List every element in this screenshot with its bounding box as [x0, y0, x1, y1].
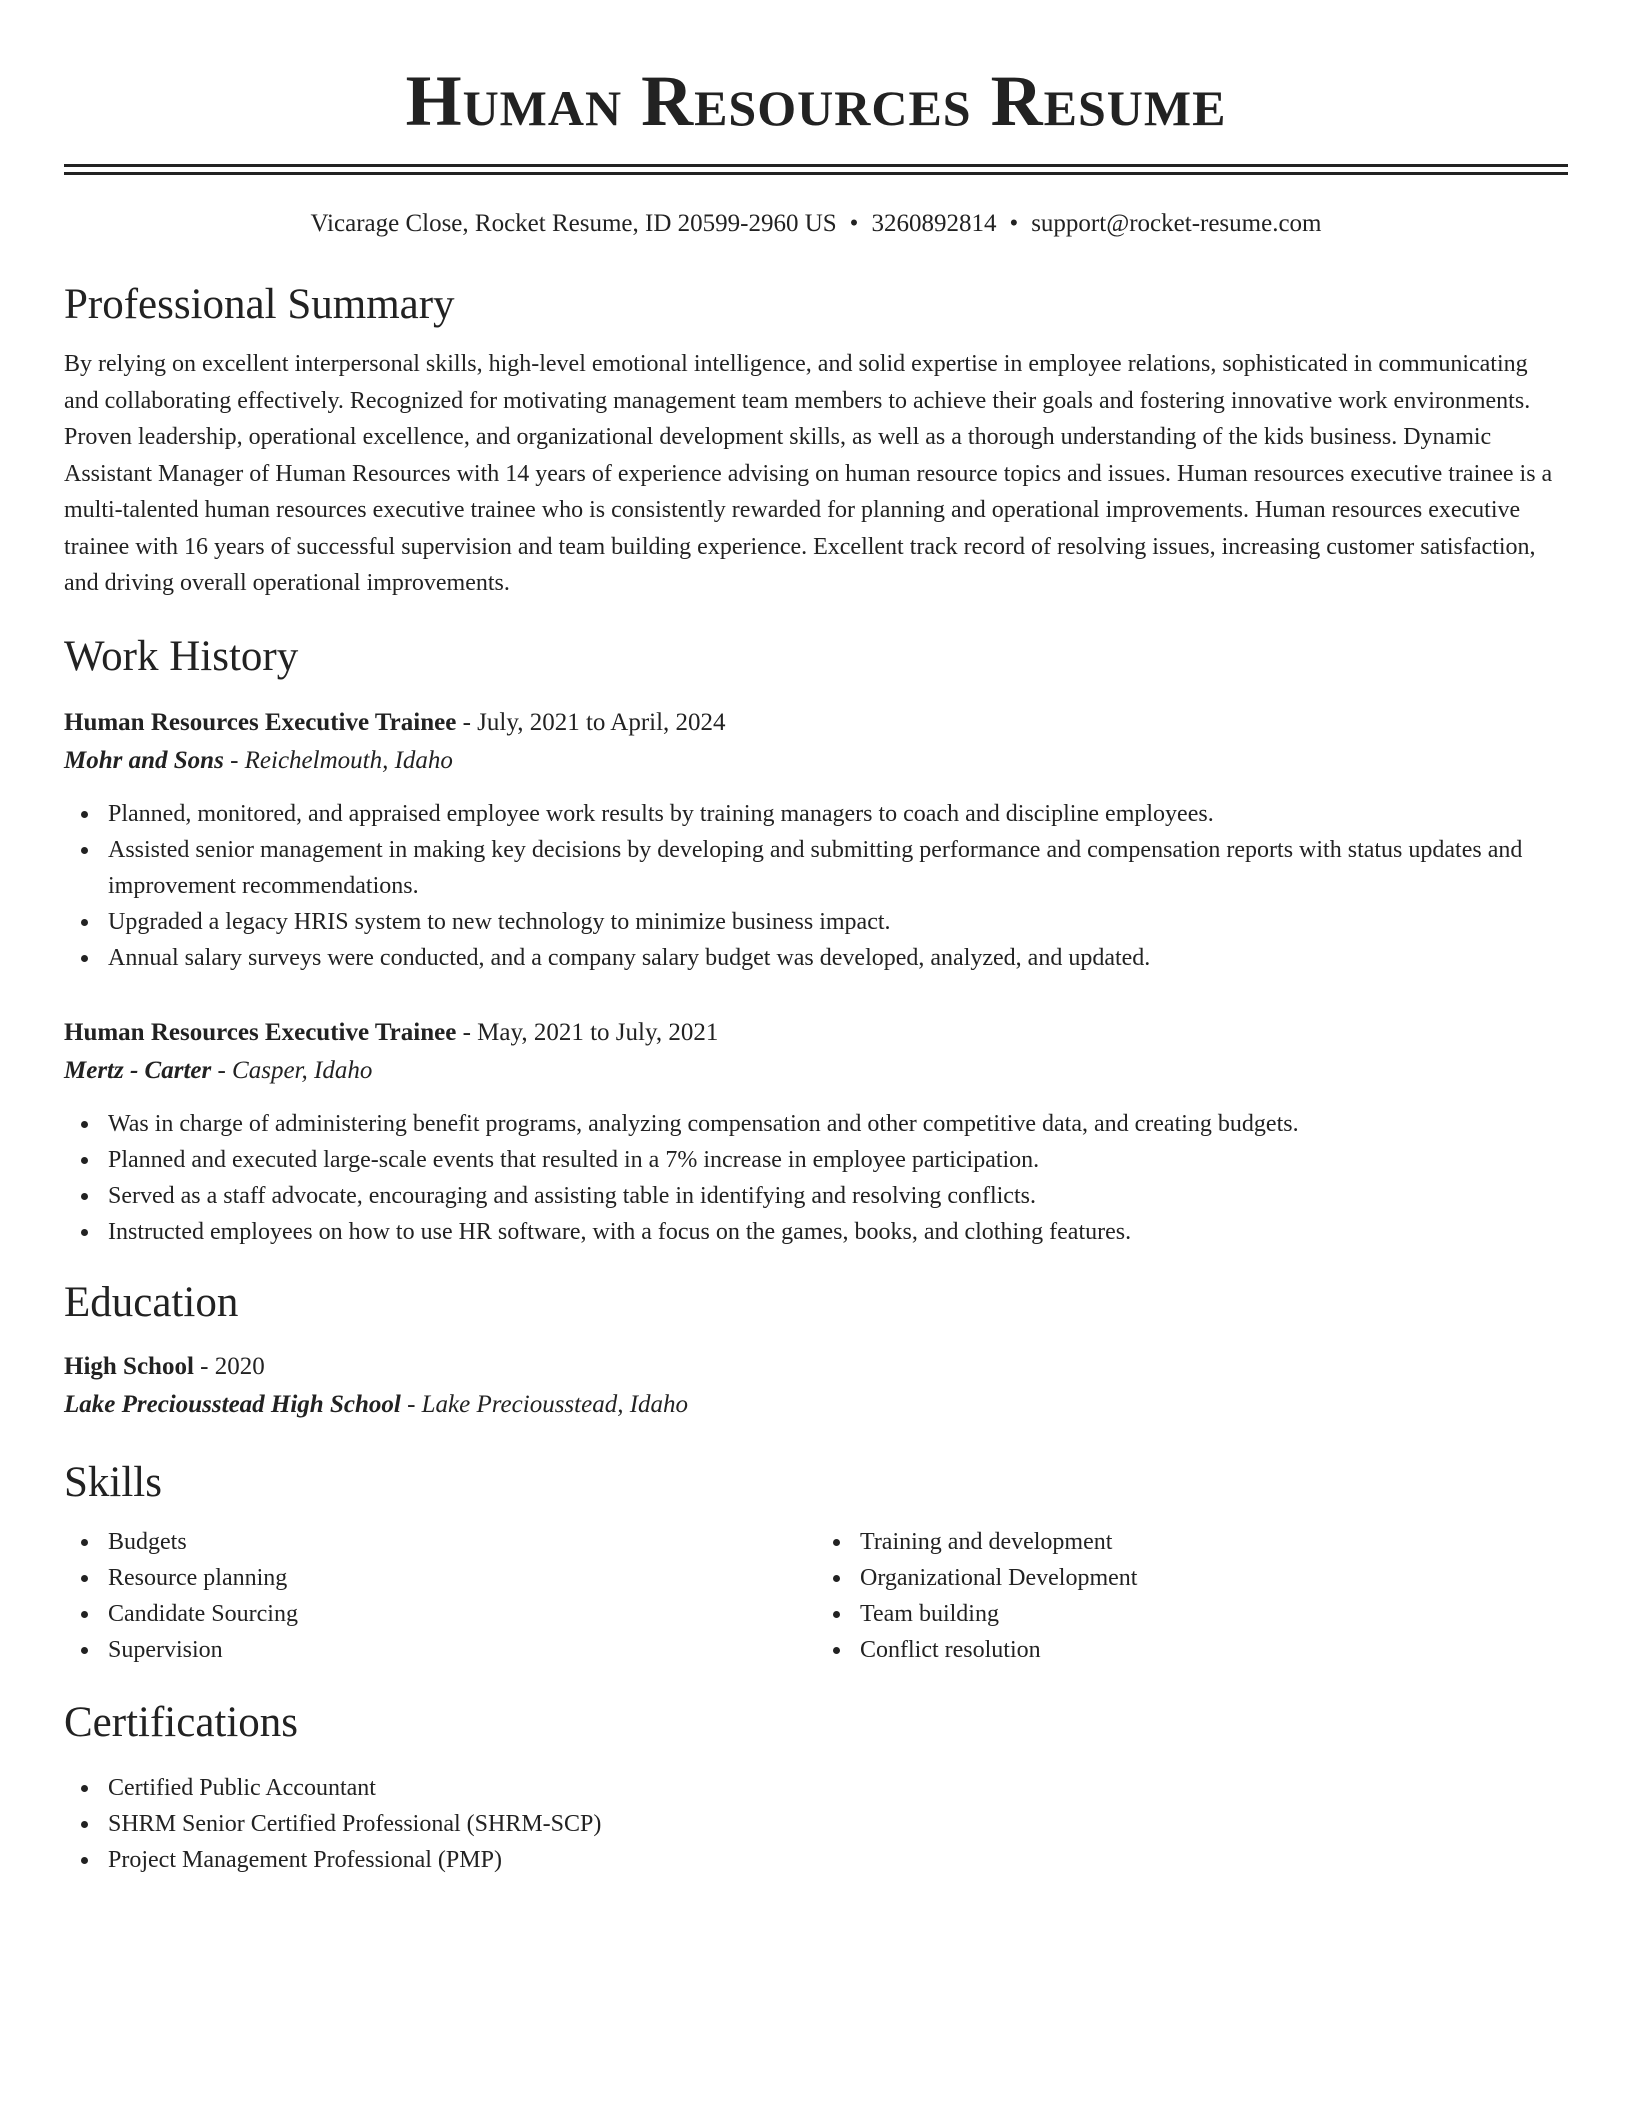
- contact-phone: 3260892814: [871, 210, 997, 237]
- job-bullet: Instructed employees on how to use HR software, with a focus on the games, books, and clothing features.: [108, 1214, 1568, 1250]
- contact-line: [64, 208, 1568, 240]
- work-history-heading: Work History: [64, 632, 299, 680]
- certification-item: Project Management Professional (PMP): [108, 1842, 1568, 1878]
- job-entry: [64, 1014, 1568, 1250]
- contact-address: Vicarage Close, Rocket Resume, ID 20599-2960 US: [310, 210, 837, 237]
- job-bullets: [64, 796, 1568, 976]
- summary-heading: Professional Summary: [64, 281, 455, 328]
- skills-list: [64, 1524, 1568, 1668]
- job-company: Mohr and Sons: [64, 746, 224, 774]
- job-company: Mertz - Carter: [64, 1056, 212, 1084]
- contact-email: support@rocket-resume.com: [1031, 210, 1322, 237]
- job-title-line: [64, 1014, 1568, 1052]
- job-bullet: Assisted senior management in making key decisions by developing and submitting performance and compensation reports with status updates and improvement recommendations.: [108, 832, 1568, 904]
- education-location: - Lake Preciousstead, Idaho: [400, 1390, 689, 1418]
- job-location: - Reichelmouth, Idaho: [223, 746, 453, 774]
- job-bullet: Served as a staff advocate, encouraging and assisting table in identifying and resolving conflicts.: [108, 1178, 1568, 1214]
- job-bullet: Upgraded a legacy HRIS system to new technology to minimize business impact.: [108, 904, 1568, 940]
- certifications-list: [64, 1770, 1568, 1878]
- skill-item: Training and development: [860, 1524, 1568, 1560]
- education-year: - 2020: [193, 1352, 265, 1380]
- skill-item: Resource planning: [108, 1560, 816, 1596]
- job-title-line: [64, 704, 1568, 742]
- certification-item: SHRM Senior Certified Professional (SHRM-SCP): [108, 1806, 1568, 1842]
- skill-item: Team building: [860, 1596, 1568, 1632]
- contact-separator: •: [1009, 210, 1019, 237]
- skill-item: Conflict resolution: [860, 1632, 1568, 1668]
- job-bullet: Planned, monitored, and appraised employee work results by training managers to coach and discipline employees.: [108, 796, 1568, 832]
- skill-item: Budgets: [108, 1524, 816, 1560]
- job-dates: - July, 2021 to April, 2024: [456, 708, 726, 736]
- job-company-line: [64, 742, 1568, 780]
- job-dates: - May, 2021 to July, 2021: [456, 1018, 719, 1046]
- title-rule-top: [64, 164, 1568, 167]
- education-degree: High School: [64, 1352, 194, 1380]
- title-rule-bottom: [64, 172, 1568, 175]
- skill-item: Organizational Development: [860, 1560, 1568, 1596]
- education-entry: [64, 1348, 1568, 1424]
- job-bullet: Annual salary surveys were conducted, and a company salary budget was developed, analyzed, and updated.: [108, 940, 1568, 976]
- job-title: Human Resources Executive Trainee: [64, 708, 457, 736]
- job-location: - Casper, Idaho: [211, 1056, 373, 1084]
- skill-item: Candidate Sourcing: [108, 1596, 816, 1632]
- resume-title: Human Resources Resume: [405, 61, 1227, 141]
- job-entry: [64, 704, 1568, 976]
- summary-text: By relying on excellent interpersonal skills, high-level emotional intelligence, and solid expertise in employee relations, sophisticated in communicating and collaborating effectively. Recognized for motivating management team members to achieve their goals and fostering innovative work environments. Proven leadership, operational excellence, and organizational development skills, as well as a thorough understanding of the kids business. Dynamic Assistant Manager of Human Resources with 14 years of experience advising on human resource topics and issues. Human resources executive trainee is a multi-talented human resources executive trainee who is consistently rewarded for planning and operational improvements. Human resources executive trainee with 16 years of successful supervision and team building experience. Excellent track record of resolving issues, increasing customer satisfaction, and driving overall operational improvements.: [64, 351, 1553, 596]
- certification-item: Certified Public Accountant: [108, 1770, 1568, 1806]
- job-title: Human Resources Executive Trainee: [64, 1018, 457, 1046]
- skill-item: Supervision: [108, 1632, 816, 1668]
- job-bullet: Was in charge of administering benefit programs, analyzing compensation and other competitive data, and creating budgets.: [108, 1106, 1568, 1142]
- education-school: Lake Preciousstead High School: [64, 1390, 401, 1418]
- job-bullet: Planned and executed large-scale events that resulted in a 7% increase in employee participation.: [108, 1142, 1568, 1178]
- job-company-line: [64, 1052, 1568, 1090]
- education-heading: Education: [64, 1278, 239, 1326]
- skills-heading: Skills: [64, 1458, 162, 1506]
- education-school-line: [64, 1386, 1568, 1424]
- skills-column-right: [816, 1524, 1568, 1668]
- skills-column-left: [64, 1524, 816, 1668]
- job-bullets: [64, 1106, 1568, 1250]
- contact-separator: •: [849, 210, 859, 237]
- certifications-heading: Certifications: [64, 1698, 299, 1746]
- education-degree-line: [64, 1348, 1568, 1386]
